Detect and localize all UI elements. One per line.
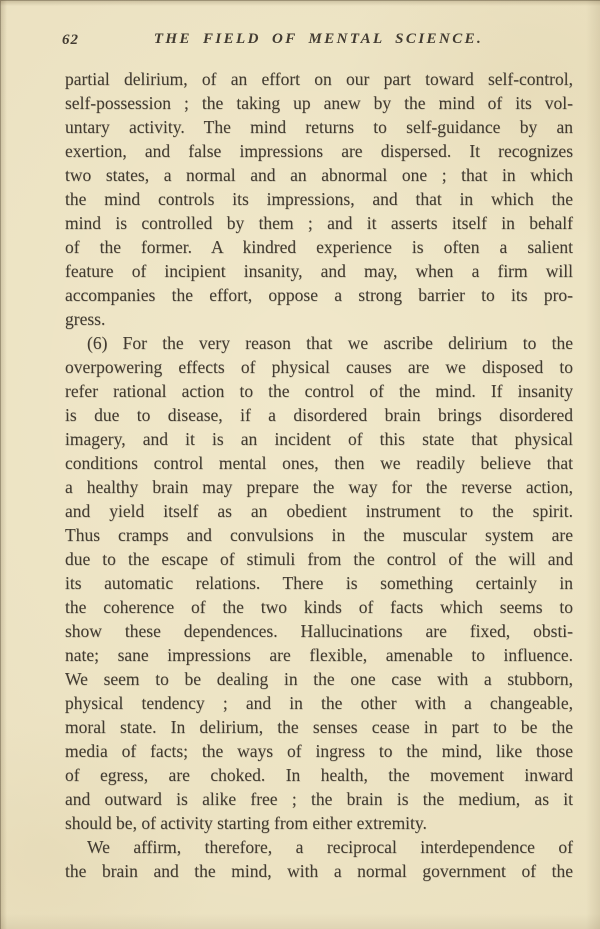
text-line: and yield itself as an obedient instrument to the spirit. — [65, 501, 573, 521]
text-line: should be, of activity starting from either extremity. — [65, 813, 427, 833]
text-line: the brain and the mind, with a normal government of the — [65, 861, 573, 881]
text-line: overpowering effects of physical causes are we disposed to — [65, 357, 573, 377]
text-line: feature of incipient insanity, and may, when a firm will — [65, 261, 573, 281]
text-line: media of facts; the ways of ingress to the mind, like those — [65, 741, 573, 761]
text-line: of the former. A kindred experience is often a salient — [65, 237, 573, 257]
text-line: exertion, and false impressions are dispersed. It recognizes — [65, 141, 573, 161]
text-line: and outward is alike free ; the brain is the medium, as it — [65, 789, 573, 809]
text-line: conditions control mental ones, then we readily believe that — [65, 453, 573, 473]
text-line: moral state. In delirium, the senses cease in part to be the — [65, 717, 573, 737]
text-line: imagery, and it is an incident of this state that physical — [65, 429, 573, 449]
running-title: THE FIELD OF MENTAL SCIENCE. — [153, 31, 484, 47]
text-line: Thus cramps and convulsions in the muscular system are — [65, 525, 573, 545]
text-line: the coherence of the two kinds of facts which seems to — [65, 597, 573, 617]
text-line: untary activity. The mind returns to self-guidance by an — [65, 117, 573, 137]
text-line: two states, a normal and an abnormal one ; that in which — [65, 165, 573, 185]
text-line: We affirm, therefore, a reciprocal interdependence of — [87, 837, 573, 857]
text-line: is due to disease, if a disordered brain brings disordered — [65, 405, 573, 425]
text-line: gress. — [65, 309, 106, 329]
text-line: the mind controls its impressions, and that in which the — [65, 189, 573, 209]
text-line: nate; sane impressions are flexible, amenable to influence. — [65, 645, 573, 665]
text-line: (6) For the very reason that we ascribe delirium to the — [87, 333, 573, 353]
body-text — [65, 67, 573, 883]
text-line: a healthy brain may prepare the way for the reverse action, — [65, 477, 573, 497]
text-line: show these dependences. Hallucinations are fixed, obsti- — [65, 621, 573, 641]
page-header — [62, 31, 572, 53]
text-line: We seem to be dealing in the one case with a stubborn, — [65, 669, 573, 689]
text-line: physical tendency ; and in the other with a changeable, — [65, 693, 573, 713]
text-line: of egress, are choked. In health, the movement inward — [65, 765, 573, 785]
page-number: 62 — [62, 32, 79, 48]
text-line: accompanies the effort, oppose a strong barrier to its pro- — [65, 285, 573, 305]
text-line: self-possession ; the taking up anew by the mind of its vol- — [65, 93, 573, 113]
text-line: mind is controlled by them ; and it asserts itself in behalf — [65, 213, 573, 233]
text-line: due to the escape of stimuli from the control of the will and — [65, 549, 573, 569]
text-line: its automatic relations. There is something certainly in — [65, 573, 573, 593]
text-line: refer rational action to the control of the mind. If insanity — [65, 381, 573, 401]
text-line: partial delirium, of an effort on our part toward self-control, — [65, 69, 573, 89]
